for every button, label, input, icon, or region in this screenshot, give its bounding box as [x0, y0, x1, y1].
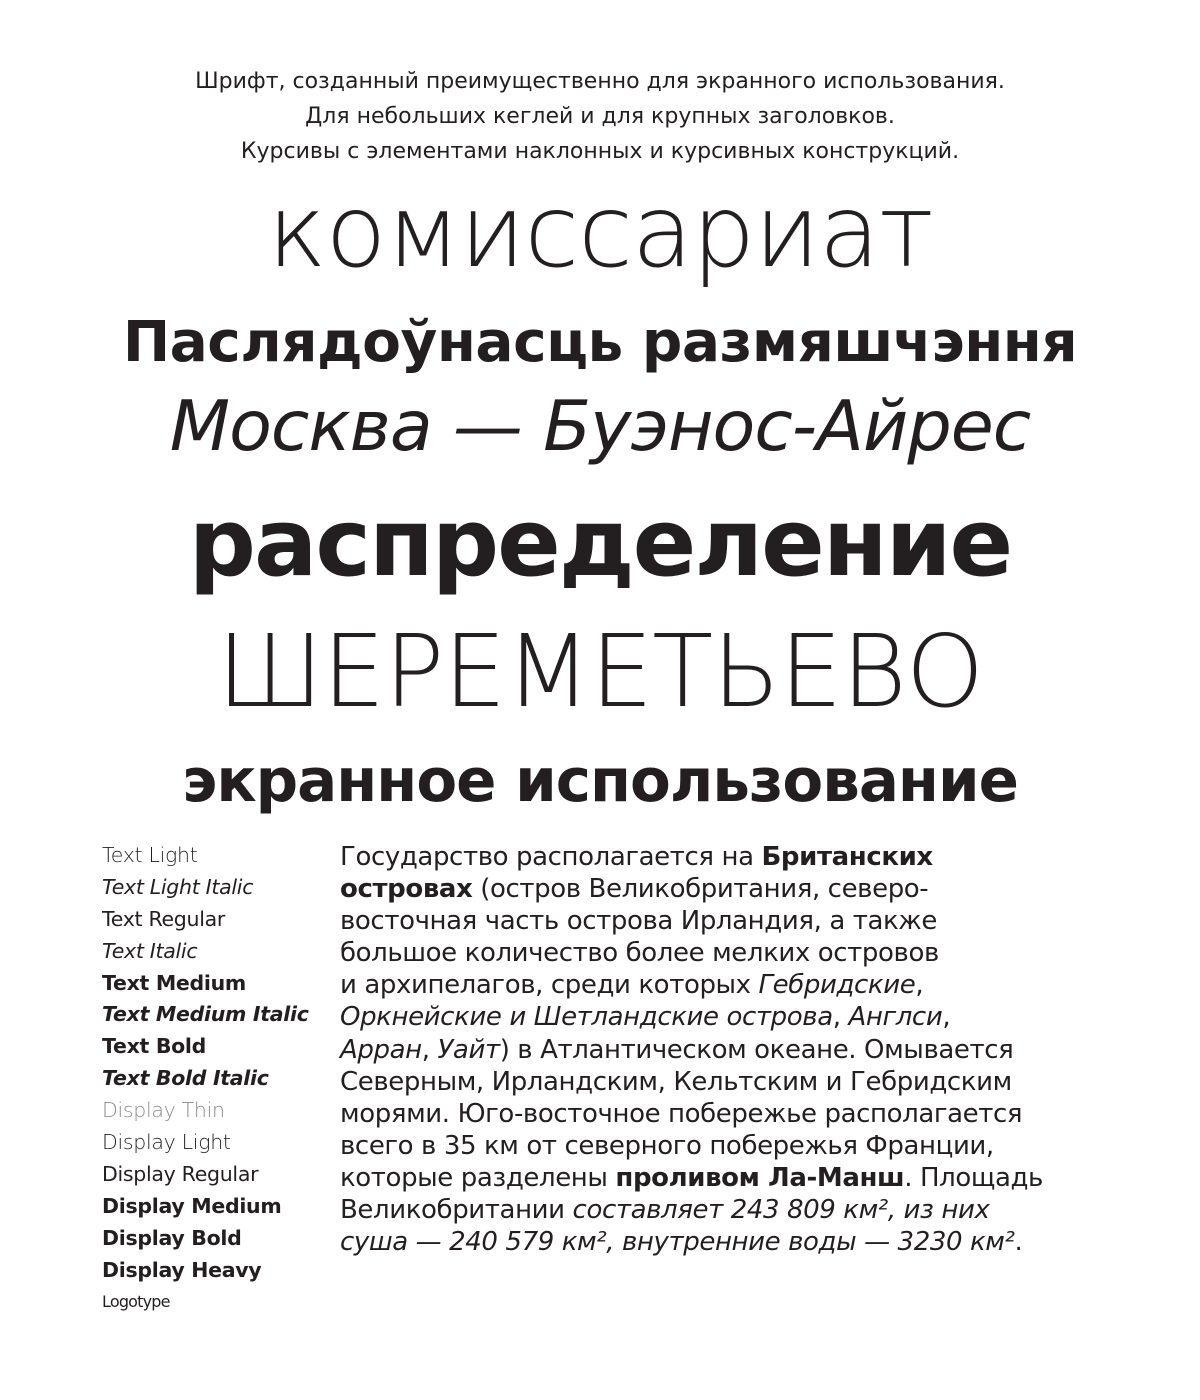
paragraph-line	[340, 937, 1130, 969]
style-text-light-italic: Text Light Italic	[102, 874, 254, 899]
paragraph-text: ) в Атлантическом океане. Омывается	[499, 1034, 1014, 1065]
paragraph-line	[340, 1066, 1130, 1098]
specimen-light-italic: Москва — Буэнос-Айрес	[169, 386, 1031, 467]
paragraph-text: которые разделены	[340, 1162, 616, 1193]
paragraph-text: восточная часть острова Ирландия, а также	[340, 906, 937, 937]
specimen-bold-lowercase: экранное использование	[182, 747, 1018, 816]
paragraph-text: . Площадь	[904, 1162, 1043, 1193]
paragraph-italic-text: суша — 240 579 км², внутренние воды — 3230 км²	[340, 1227, 1015, 1258]
paragraph-italic-text: Уайт	[437, 1034, 500, 1065]
paragraph-line	[340, 1098, 1130, 1130]
paragraph-line	[340, 1162, 1130, 1194]
paragraph-text: всего в 35 км от северного побережья Франции,	[340, 1130, 994, 1161]
paragraph-line	[340, 873, 1130, 905]
paragraph-text: (остров Великобритания, северо-	[472, 874, 929, 905]
paragraph-text: ,	[942, 1002, 951, 1033]
paragraph-italic-text: Оркнейские и Шетландские острова	[340, 1002, 833, 1033]
paragraph-line	[340, 841, 1130, 873]
style-logotype: Logotype	[102, 1292, 170, 1312]
intro-text	[0, 64, 1200, 169]
style-display-medium: Display Medium	[102, 1193, 282, 1218]
specimen-thin-lowercase: комиссариат	[267, 173, 933, 290]
intro-line-3: Курсивы с элементами наклонных и курсивных конструкций.	[240, 139, 960, 164]
style-text-bold: Text Bold	[102, 1034, 207, 1059]
paragraph-text: Государство располагается на	[340, 842, 762, 872]
intro-line-2: Для небольших кеглей и для крупных заголовков.	[305, 104, 895, 129]
paragraph-italic-text: Арран	[340, 1034, 422, 1065]
paragraph-line	[340, 1034, 1130, 1066]
paragraph-text: ,	[421, 1034, 438, 1065]
style-text-light: Text Light	[102, 843, 198, 867]
specimen-heavy-lowercase: распределение	[188, 489, 1012, 598]
style-text-regular: Text Regular	[102, 906, 226, 931]
style-display-heavy: Display Heavy	[102, 1257, 262, 1282]
paragraph-bold-text: проливом Ла-Манш	[615, 1162, 905, 1193]
paragraph-italic-text: Гебридские	[758, 970, 916, 1001]
paragraph-bold-text: Британских	[761, 842, 933, 872]
style-text-medium-italic: Text Medium Italic	[102, 1002, 309, 1027]
paragraph-text: большое количество более мелких островов	[340, 938, 939, 969]
font-styles-list	[102, 840, 327, 1318]
style-text-medium: Text Medium	[102, 970, 246, 995]
style-text-bold-italic: Text Bold Italic	[102, 1066, 269, 1091]
paragraph-line	[340, 1226, 1130, 1258]
style-text-italic: Text Italic	[102, 938, 198, 963]
paragraph-italic-text: составляет 243 809 км², из них	[572, 1195, 990, 1226]
paragraph-text: ,	[915, 970, 924, 1001]
paragraph-italic-text: Англси	[848, 1002, 943, 1033]
paragraph-line	[340, 905, 1130, 937]
paragraph-text: морями. Юго-восточное побережье располагается	[340, 1098, 1023, 1129]
paragraph-line	[340, 1001, 1130, 1033]
paragraph-text: ,	[832, 1002, 849, 1033]
paragraph-line	[340, 969, 1130, 1001]
intro-line-1: Шрифт, созданный преимущественно для экранного использования.	[195, 69, 1005, 94]
paragraph-bold-text: островах	[340, 874, 473, 905]
style-display-bold: Display Bold	[102, 1225, 242, 1250]
specimen-thin-uppercase: ШЕРЕМЕТЬЕВО	[216, 613, 984, 730]
sample-paragraph	[340, 841, 1130, 1258]
style-display-regular: Display Regular	[102, 1161, 259, 1186]
style-display-light: Display Light	[102, 1130, 231, 1155]
style-display-thin: Display Thin	[102, 1098, 225, 1123]
paragraph-line	[340, 1194, 1130, 1226]
paragraph-text: Северным, Ирландским, Кельтским и Гебридским	[340, 1066, 1012, 1097]
paragraph-text: Великобритании	[340, 1195, 573, 1226]
paragraph-line	[340, 1130, 1130, 1162]
specimen-bold-belarusian: Паслядоўнасць размяшчэння	[122, 310, 1078, 375]
paragraph-text: и архипелагов, среди которых	[340, 970, 759, 1001]
paragraph-text: .	[1014, 1227, 1023, 1258]
